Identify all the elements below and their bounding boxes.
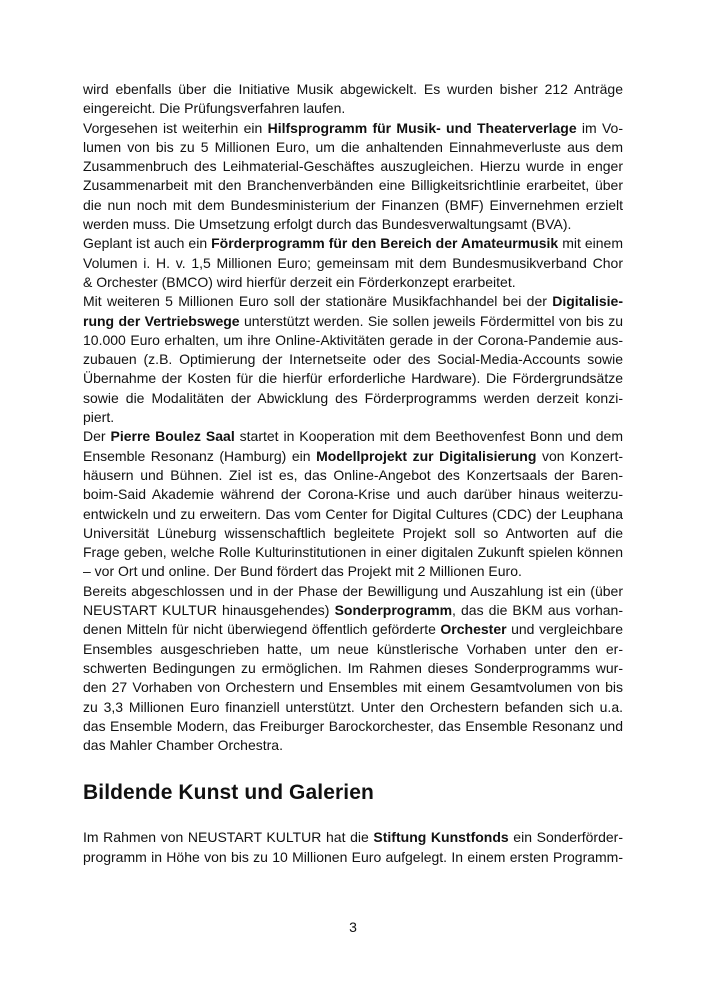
paragraph (83, 292, 623, 427)
text-line (83, 562, 623, 581)
text-run: häusern und Bühnen. Ziel ist es, das Online-Angebot des Konzertsaals der Baren- (83, 466, 623, 483)
text-run: Übernahme der Kosten für die hierfür erforderliche Hardware). Die Fördergrundsätze (83, 370, 623, 387)
paragraph (83, 427, 623, 581)
text-line (83, 736, 623, 755)
text-run: entwickeln und zu erweitern. Das vom Center for Digital Cultures (CDC) der Leuphana (83, 505, 623, 522)
text-line (83, 427, 623, 446)
text-run: das Mahler Chamber Orchestra. (83, 737, 283, 754)
text-line (83, 196, 623, 215)
text-line (83, 369, 623, 388)
text-run: mit einem (558, 235, 623, 252)
text-line (83, 524, 623, 543)
text-run: und vergleichbare (506, 621, 623, 638)
paragraph (83, 828, 623, 867)
text-line (83, 80, 623, 99)
text-run: zubauen (z.B. Optimierung der Internetseite oder des Social-Media-Accounts sowie (83, 351, 623, 368)
text-run: – vor Ort und online. Der Bund fördert das Projekt mit 2 Millionen Euro. (83, 563, 522, 580)
bold-text: Orchester (440, 621, 507, 638)
bold-text: Stiftung Kunstfonds (373, 829, 509, 846)
text-line (83, 717, 623, 736)
text-line (83, 292, 623, 311)
text-line (83, 485, 623, 504)
text-line (83, 273, 623, 292)
text-run: Der (83, 428, 111, 445)
text-line (83, 659, 623, 678)
text-line (83, 582, 623, 601)
text-line (83, 640, 623, 659)
text-line (83, 447, 623, 466)
text-line (83, 331, 623, 350)
text-run: unterstützt werden. Sie sollen jeweils Fördermittel von bis zu (239, 312, 623, 329)
text-run: Frage geben, welche Rolle Kulturinstitutionen in einer digitalen Zukunft spielen können (83, 544, 623, 561)
text-line (83, 466, 623, 485)
bold-text: Digitalisie- (552, 293, 623, 310)
text-run: Ensemble Resonanz (Hamburg) ein (83, 447, 317, 464)
text-line (83, 601, 623, 620)
text-run: Geplant ist auch ein (83, 235, 212, 252)
section-heading: Bildende Kunst und Galerien (83, 781, 374, 805)
text-run: 10.000 Euro erhalten, um ihre Online-Aktivitäten gerade in der Corona-Pandemie aus- (83, 331, 623, 348)
text-run: , das die BKM aus vorhan- (452, 602, 623, 619)
text-run: lumen von bis zu 5 Millionen Euro, um die anhaltenden Einnahmeverluste aus dem (83, 138, 623, 155)
paragraph (83, 80, 623, 119)
text-run: eingereicht. Die Prüfungsverfahren laufen. (83, 100, 346, 117)
text-run: Bereits abgeschlossen und in der Phase der Bewilligung und Auszahlung ist ein (über (83, 582, 623, 599)
bold-text: Hilfsprogramm für Musik- und Theaterverlage (267, 119, 577, 136)
text-run: zu 3,3 Millionen Euro finanziell unterstützt. Unter den Orchestern befanden sich u.a. (83, 698, 623, 715)
text-run: piert. (83, 409, 115, 426)
text-run: Mit weiteren 5 Millionen Euro soll der stationäre Musikfachhandel bei der (83, 293, 553, 310)
text-run: Im Rahmen von NEUSTART KULTUR hat die (83, 829, 374, 846)
text-run: denen Mitteln für nicht überwiegend öffentlich geförderte (83, 621, 441, 638)
text-line (83, 119, 623, 138)
text-line (83, 620, 623, 639)
bold-text: Pierre Boulez Saal (110, 428, 235, 445)
text-run: die nun noch mit dem Bundesministerium der Finanzen (BMF) Einvernehmen erzielt (83, 196, 623, 213)
text-line (83, 505, 623, 524)
text-line (83, 138, 623, 157)
text-line (83, 543, 623, 562)
text-line (83, 254, 623, 273)
text-run: von Konzert- (536, 447, 623, 464)
text-run: Universität Lüneburg wissenschaftlich begleitete Projekt soll so Antworten auf die (83, 524, 623, 541)
bold-text: Förderprogramm für den Bereich der Amateurmusik (211, 235, 559, 252)
text-run: programm in Höhe von bis zu 10 Millionen Euro aufgelegt. In einem ersten Programm- (83, 848, 623, 865)
text-run: NEUSTART KULTUR hinausgehendes) (83, 602, 335, 619)
text-line (83, 678, 623, 697)
text-line (83, 176, 623, 195)
text-line (83, 215, 623, 234)
text-line (83, 828, 623, 847)
paragraph (83, 119, 623, 235)
text-run: das Ensemble Modern, das Freiburger Barockorchester, das Ensemble Resonanz und (83, 717, 623, 734)
text-run: im Vo- (576, 119, 623, 136)
text-run: schwerten Bedingungen zu ermöglichen. Im Rahmen dieses Sonderprogramms wur- (83, 659, 623, 676)
text-line (83, 312, 623, 331)
text-run: Zusammenarbeit mit den Branchenverbänden eine Billigkeitsrichtlinie erarbeitet, über (83, 177, 623, 194)
page-content (83, 80, 623, 867)
text-line (83, 350, 623, 369)
text-run: Vorgesehen ist weiterhin ein (83, 119, 268, 136)
text-run: sowie die Modalitäten der Abwicklung des Förderprogramms werden derzeit konzi- (83, 389, 623, 406)
text-line (83, 698, 623, 717)
text-run: & Orchester (BMCO) wird hierfür derzeit ein Förderkonzept erarbeitet. (83, 273, 516, 290)
text-run: Ensembles ausgeschrieben hatte, um neue künstlerische Vorhaben unter den er- (83, 640, 623, 657)
text-run: den 27 Vorhaben von Orchestern und Ensembles mit einem Gesamtvolumen von bis (83, 679, 623, 696)
text-line (83, 157, 623, 176)
text-line (83, 848, 623, 867)
bold-text: Modellprojekt zur Digitalisierung (316, 447, 537, 464)
text-run: wird ebenfalls über die Initiative Musik abgewickelt. Es wurden bisher 212 Anträge (83, 81, 623, 97)
text-run: Zusammenbruch des Leihmaterial-Geschäftes auszugleichen. Hierzu wurde in enger (83, 158, 623, 175)
text-line (83, 99, 623, 118)
text-run: ein Sonderförder- (508, 829, 623, 846)
page-number: 3 (349, 919, 357, 935)
text-line (83, 234, 623, 253)
bold-text: Sonderprogramm (334, 602, 453, 619)
text-line (83, 389, 623, 408)
text-run: werden muss. Die Umsetzung erfolgt durch das Bundesverwaltungsamt (BVA). (83, 216, 572, 233)
bold-text: rung der Vertriebswege (83, 312, 240, 329)
text-run: startet in Kooperation mit dem Beethovenfest Bonn und dem (234, 428, 623, 445)
paragraph (83, 234, 623, 292)
text-run: boim-Said Akademie während der Corona-Krise und auch darüber hinaus weiterzu- (83, 486, 623, 503)
paragraph (83, 582, 623, 756)
text-run: Volumen i. H. v. 1,5 Millionen Euro; gemeinsam mit dem Bundesmusikverband Chor (83, 254, 623, 271)
text-line (83, 408, 623, 427)
